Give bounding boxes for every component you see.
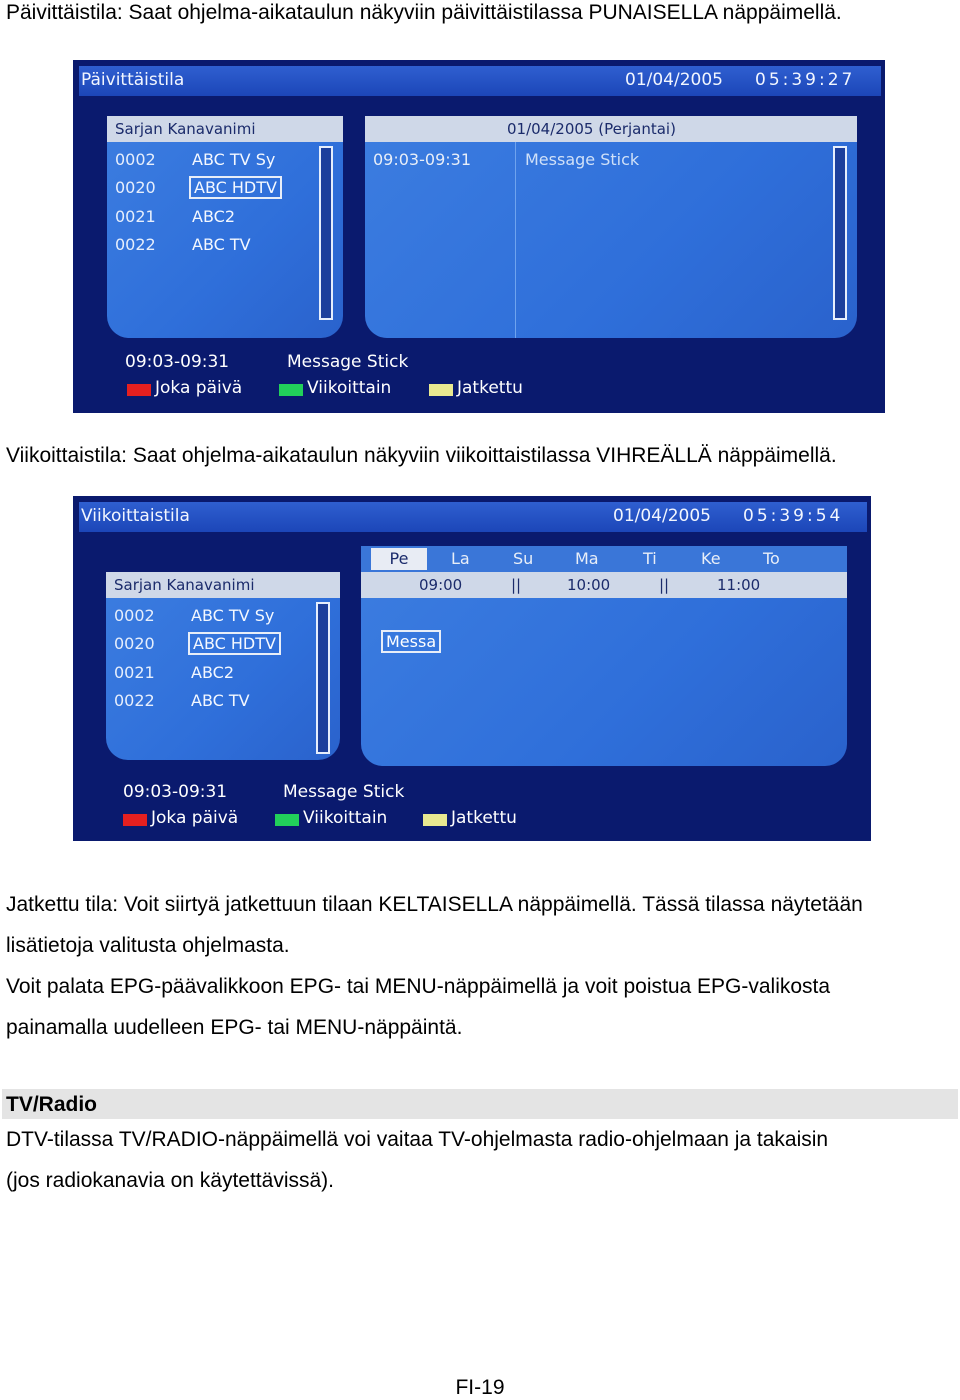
channel-number: 0022 [114,691,155,710]
yellow-key-icon[interactable] [429,384,453,396]
schedule-panel [365,116,857,338]
channel-name: ABC TV [191,691,250,710]
screen-clock: 05:39:54 [743,506,844,526]
day-tab[interactable]: La [451,549,470,568]
day-tab[interactable]: To [763,549,780,568]
channel-list-panel [106,572,340,760]
screen-date: 01/04/2005 [613,506,711,526]
weekly-mode-description: Viikoittaistila: Saat ohjelma-aikataulun näkyviin viikoittaistilassa VIHREÄLLÄ näppäimellä. [6,444,837,467]
channel-list-header [107,116,343,142]
channel-list-scrollbar[interactable] [316,602,330,754]
extended-mode-description-line1: Jatkettu tila: Voit siirtyä jatkettuun tilaan KELTAISELLA näppäimellä. Tässä tilassa näytetään [6,893,863,916]
channel-list-scrollbar[interactable] [319,146,333,320]
screen-title-bar [79,502,867,532]
channel-row[interactable] [107,207,343,231]
channel-row[interactable] [106,691,340,715]
screen-title: Päivittäistila [81,70,185,90]
footer-program-name: Message Stick [283,782,405,802]
red-key-icon[interactable] [127,384,151,396]
red-key-icon[interactable] [123,814,147,826]
day-tabs [361,546,847,572]
screen-title: Viikoittaistila [81,506,190,526]
time-mark: 11:00 [717,576,761,594]
channel-list-panel [107,116,343,338]
daily-mode-screenshot [73,60,885,413]
return-description-line2: painamalla uudelleen EPG- tai MENU-näppäintä. [6,1016,463,1039]
tv-radio-description-line2: (jos radiokanavia on käytettävissä). [6,1169,334,1192]
program-name: Message Stick [525,150,640,169]
footer-program-time: 09:03-09:31 [123,782,228,802]
red-key-label: Joka päivä [155,378,243,398]
channel-number: 0021 [115,207,156,226]
channel-number: 0002 [115,150,156,169]
channel-number: 0020 [115,178,156,197]
section-heading: TV/Radio [6,1093,98,1116]
day-tab[interactable]: Su [513,549,534,568]
weekly-grid-panel [361,546,847,766]
time-ruler-tick: || [511,576,522,594]
green-key-icon[interactable] [275,814,299,826]
schedule-date-label: 01/04/2005 (Perjantai) [507,120,676,138]
green-key-label: Viikoittain [307,378,392,398]
daily-mode-description: Päivittäistila: Saat ohjelma-aikataulun näkyviin päivittäistilassa PUNAISELLA näppäimellä. [6,1,842,24]
channel-name: ABC TV Sy [191,606,275,625]
day-tab[interactable]: Ke [701,549,721,568]
time-ruler [361,572,847,598]
screen-title-bar [79,66,881,96]
yellow-key-label: Jatkettu [451,808,517,828]
program-block[interactable]: Messa [381,630,441,653]
channel-list-header [106,572,340,598]
program-row[interactable] [365,150,835,174]
day-tab-active[interactable]: Pe [371,548,427,570]
section-heading-bar [2,1089,958,1119]
time-mark: 09:00 [419,576,463,594]
schedule-scrollbar[interactable] [833,146,847,320]
time-ruler-tick: || [659,576,670,594]
footer-program-time: 09:03-09:31 [125,352,230,372]
channel-number: 0021 [114,663,155,682]
channel-number: 0020 [114,634,155,653]
day-tab[interactable]: Ti [643,549,657,568]
schedule-header [365,116,857,142]
channel-name: ABC TV Sy [192,150,276,169]
channel-row-selected[interactable] [106,634,340,658]
program-time: 09:03-09:31 [373,150,471,169]
channel-name: ABC HDTV [189,176,282,199]
extended-mode-description-line2: lisätietoja valitusta ohjelmasta. [6,934,290,957]
channel-row[interactable] [106,663,340,687]
screen-clock: 05:39:27 [755,70,856,90]
time-mark: 10:00 [567,576,611,594]
channel-row[interactable] [107,150,343,174]
tv-radio-description-line1: DTV-tilassa TV/RADIO-näppäimellä voi vaitaa TV-ohjelmasta radio-ohjelmaan ja takaisin [6,1128,829,1151]
channel-row[interactable] [106,606,340,630]
channel-row-selected[interactable] [107,178,343,202]
footer-program-name: Message Stick [287,352,409,372]
channel-row[interactable] [107,235,343,259]
return-description-line1: Voit palata EPG-päävalikkoon EPG- tai MENU-näppäimellä ja voit poistua EPG-valikosta [6,975,831,998]
channel-name: ABC2 [192,207,235,226]
channel-number: 0002 [114,606,155,625]
day-tab[interactable]: Ma [575,549,599,568]
green-key-icon[interactable] [279,384,303,396]
channel-list-header-label: Sarjan Kanavanimi [115,120,256,138]
yellow-key-label: Jatkettu [457,378,523,398]
screen-date: 01/04/2005 [625,70,723,90]
green-key-label: Viikoittain [303,808,388,828]
channel-name: ABC TV [192,235,251,254]
red-key-label: Joka päivä [151,808,239,828]
page-number: FI-19 [455,1376,505,1399]
weekly-mode-screenshot [73,496,871,841]
yellow-key-icon[interactable] [423,814,447,826]
channel-name: ABC2 [191,663,234,682]
channel-list-header-label: Sarjan Kanavanimi [114,576,255,594]
channel-number: 0022 [115,235,156,254]
channel-name: ABC HDTV [188,632,281,655]
